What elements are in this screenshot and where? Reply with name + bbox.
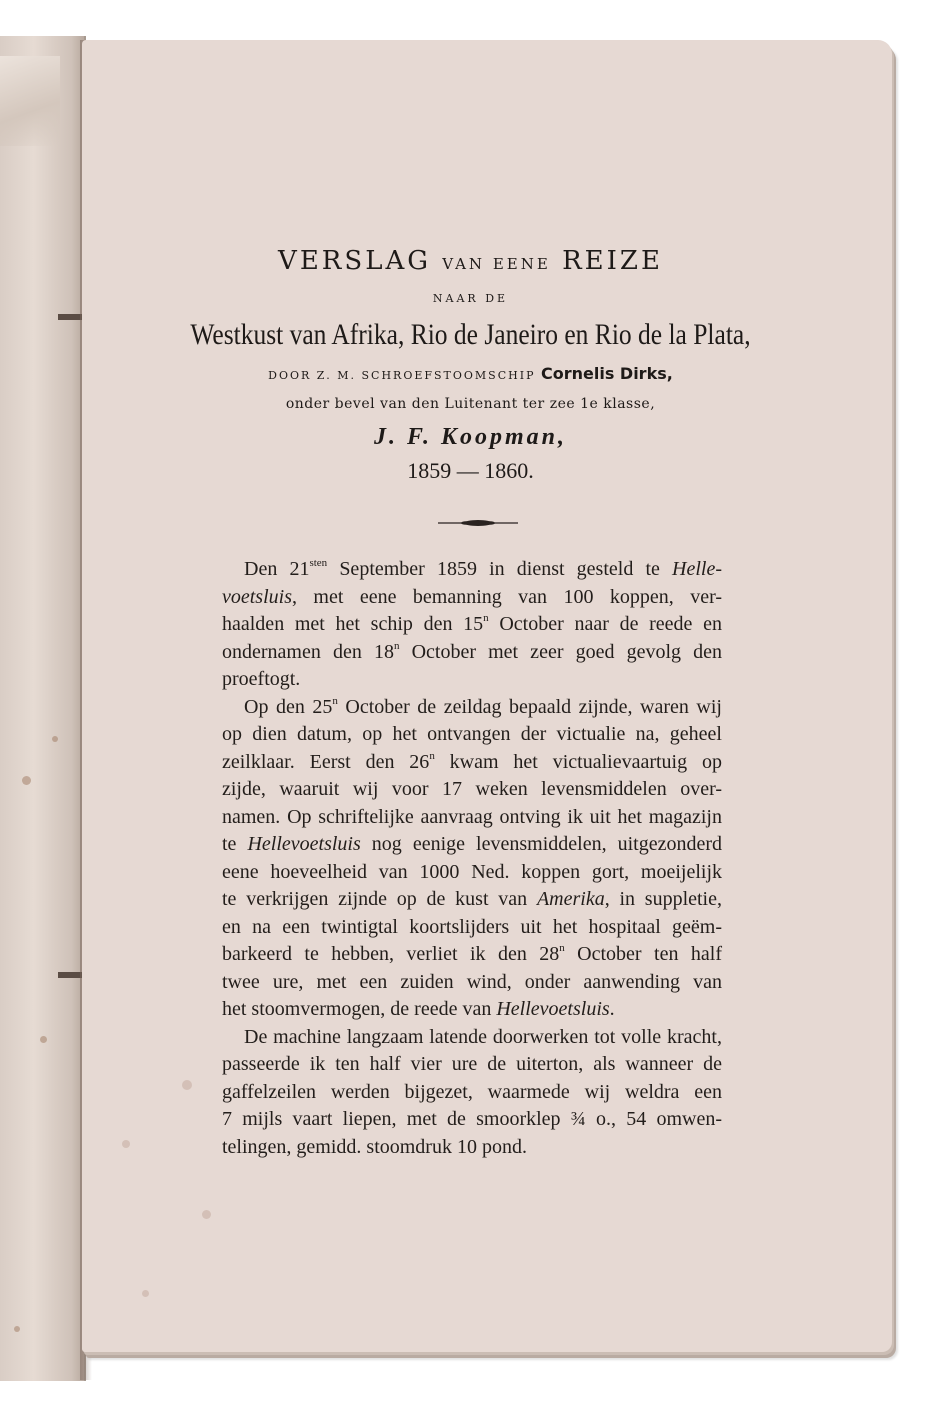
- foxing-spot: [202, 1210, 211, 1219]
- text-segment: passeerde ik ten half vier ure de uiterton, als wanneer de: [222, 1053, 722, 1075]
- text-segment: Den 21: [244, 558, 310, 580]
- text-line: [222, 996, 722, 1024]
- text-line: [222, 859, 722, 887]
- foxing-spot: [14, 1326, 20, 1332]
- text-segment: Hellevoetsluis: [247, 833, 361, 855]
- text-segment: zeilklaar. Eerst den 26: [222, 750, 430, 773]
- text-segment: Hellevoetsluis: [496, 998, 610, 1020]
- body-text: [222, 556, 722, 1161]
- title-ship-line: [0, 364, 941, 383]
- ship-prefix: DOOR Z. M. SCHROEFSTOOMSCHIP: [268, 369, 536, 382]
- superscript: n: [483, 612, 489, 624]
- text-segment: barkeerd te hebben, verliet ik den 28: [222, 943, 560, 965]
- superscript: n: [393, 639, 400, 652]
- text-segment: October met zeer goed gevolg den: [399, 640, 722, 663]
- text-segment: Amerika: [536, 888, 605, 910]
- text-line: [222, 749, 722, 777]
- foxing-spot: [22, 776, 31, 785]
- foxing-spot: [52, 736, 58, 742]
- title-word: VERSLAG: [278, 246, 432, 276]
- text-segment: het stoomvermogen, de reede van: [222, 998, 497, 1020]
- foxing-spot: [40, 1036, 47, 1043]
- text-segment: .: [609, 998, 615, 1020]
- text-line: [222, 666, 722, 694]
- text-segment: gaffelzeilen werden bijgezet, waarmede wij weldra een: [222, 1080, 722, 1103]
- text-segment: proeftogt.: [222, 668, 301, 690]
- title-destination: Westkust van Afrika, Rio de Janeiro en Rio de la Plata,: [190, 318, 751, 351]
- commander-name: J. F. Koopman,: [374, 424, 567, 450]
- text-line: [222, 914, 722, 942]
- title-word: REIZE: [562, 246, 663, 276]
- title-main: [0, 246, 941, 276]
- foxing-spot: [142, 1290, 149, 1297]
- title-command-line: onder bevel van den Luitenant ter zee 1e klasse,: [285, 396, 656, 412]
- text-line: [222, 776, 722, 804]
- text-line: [222, 721, 722, 749]
- text-line: [222, 1106, 722, 1134]
- text-line: [222, 584, 722, 612]
- text-segment: October naar de reede en: [488, 613, 722, 635]
- text-segment: nog eenige levensmiddelen, uitgezonderd: [360, 833, 723, 855]
- page-fold: [0, 56, 60, 146]
- text-line: [222, 804, 722, 832]
- title-naar-de: NAAR DE: [432, 292, 509, 305]
- text-line: [222, 1024, 722, 1052]
- superscript: n: [332, 694, 338, 707]
- text-line: [222, 1051, 722, 1079]
- text-segment: October de zeildag bepaald zijnde, waren wij: [337, 695, 722, 718]
- text-segment: voetsluis: [222, 585, 292, 608]
- text-segment: Op den 25: [244, 695, 333, 718]
- text-segment: , in suppletie,: [604, 888, 722, 910]
- text-line: [222, 694, 722, 722]
- text-line: [222, 831, 722, 859]
- title-years: 1859 — 1860.: [407, 458, 534, 483]
- superscript: n: [429, 749, 435, 762]
- text-line: [222, 1079, 722, 1107]
- text-segment: October ten half: [564, 943, 722, 965]
- text-segment: te verkrijgen zijnde op de kust van: [222, 888, 537, 910]
- text-segment: en na een twintigtal koortslijders uit het hospitaal geëm-: [222, 915, 722, 938]
- ship-name: Cornelis Dirks,: [540, 364, 673, 383]
- text-line: [222, 1134, 722, 1162]
- text-segment: telingen, gemidd. stoomdruk 10 pond.: [222, 1135, 527, 1158]
- text-segment: haalden met het schip den 15: [222, 613, 484, 635]
- text-line: [222, 886, 722, 914]
- ornament-divider: [438, 518, 518, 528]
- foxing-spot: [122, 1140, 130, 1148]
- facing-page: [0, 36, 86, 1381]
- text-segment: ondernamen den 18: [222, 640, 394, 663]
- text-segment: September 1859 in dienst gesteld te: [327, 558, 673, 580]
- text-line: [222, 639, 722, 667]
- text-line: [222, 969, 722, 997]
- title-word: VAN EENE: [442, 255, 551, 273]
- superscript: sten: [309, 557, 328, 569]
- text-line: [222, 611, 722, 639]
- text-segment: 7 mijls vaart liepen, met de smoorklep ¾ o., 54 omwen-: [222, 1108, 722, 1130]
- text-segment: twee ure, met een zuiden wind, onder aanwending van: [222, 970, 722, 993]
- text-segment: te: [222, 833, 248, 855]
- text-segment: eene hoeveelheid van 1000 Ned. koppen gort, moeijelijk: [222, 860, 722, 883]
- text-segment: kwam het victualievaartuig op: [434, 750, 722, 773]
- text-segment: , met eene bemanning van 100 koppen, ver-: [292, 585, 722, 608]
- text-segment: op dien datum, op het ontvangen der victualie na, geheel: [222, 723, 722, 745]
- text-line: [222, 556, 722, 584]
- text-line: [222, 941, 722, 969]
- text-segment: Helle-: [672, 558, 722, 580]
- text-segment: namen. Op schriftelijke aanvraag ontving ik uit het magazijn: [222, 805, 722, 828]
- foxing-spot: [182, 1080, 192, 1090]
- text-segment: zijde, waaruit wij voor 17 weken levensmiddelen over-: [222, 778, 722, 800]
- text-segment: De machine langzaam latende doorwerken tot volle kracht,: [244, 1025, 722, 1048]
- superscript: n: [559, 942, 565, 954]
